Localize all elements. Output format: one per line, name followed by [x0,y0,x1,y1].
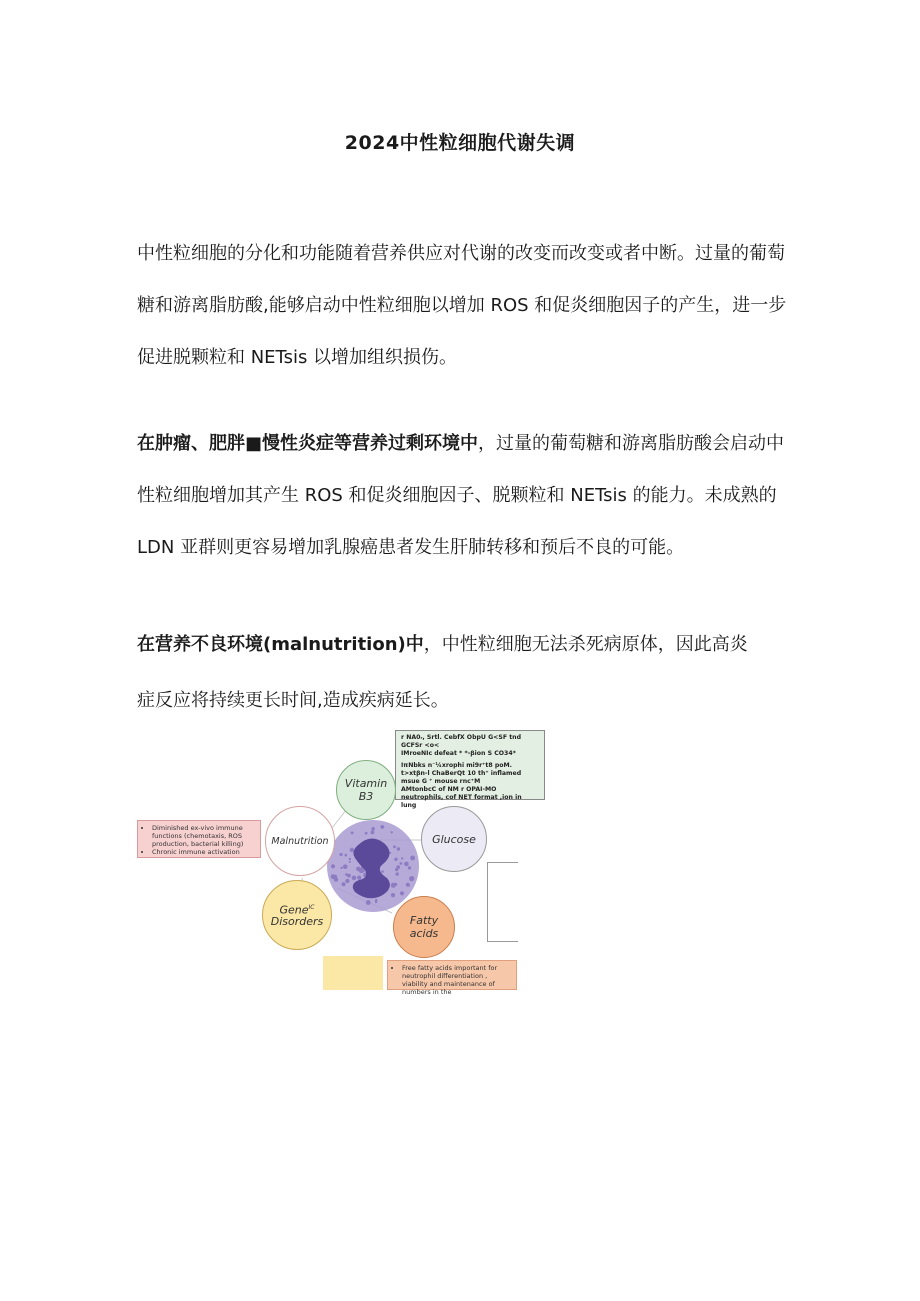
cell-granule [375,901,377,903]
glucose-node [421,806,487,872]
left-note-box [137,820,261,858]
top-note-line: GCFSr <o< [401,742,440,749]
cell-granule [409,876,414,881]
paragraph-2-bold: 在肿瘤、肥胖■慢性炎症等营养过剩环境中 [137,433,479,454]
malnutrition-node [265,806,335,876]
cell-granule [340,853,343,856]
cell-granule [407,884,410,887]
cell-granule [371,827,375,831]
paragraph-1: 中性粒细胞的分化和功能随着营养供应对代谢的改变而改变或者中断。过量的葡萄糖和游离脂肪酸,能够启动中性粒细胞以增加 ROS 和促炎细胞因子的产生，进一步促进脱颗粒和 NETsis 以增加组织损伤。 [137,243,787,368]
bottom-yellow-box [323,956,383,990]
neutrophil-cell [327,820,419,912]
paragraph-2-text: ，过量的葡萄糖和游离脂肪酸会启动中性粒细胞增加其产生 ROS 和促炎细胞因子、脱颗粒和 NETsis 的能力。未成熟的 LDN 亚群则更容易增加乳腺癌患者发生肝肺转移和预后不良的可能。 [137,433,785,558]
top-note-box [395,730,545,809]
bottom-note-box [387,960,517,996]
cell-granule [394,883,397,886]
vitamin-b3-node [336,760,396,820]
cell-granule [380,825,384,829]
cell-granule [340,867,342,869]
top-note-line: r NA0ᵣ, Srtl. CebfX ObpU G<SF tnd [401,734,521,741]
top-note-line: t>xtβn-l ChaBerQt 10 th⁺ inflamed [401,770,522,777]
neutrophil-metabolism-figure [137,728,522,996]
cell-granule [391,831,393,833]
cell-granule [350,848,354,852]
vitamin-b3-label: Vitamin B3 [344,777,388,803]
cell-granule [396,872,399,875]
cell-granule [343,864,348,869]
cell-granule [351,832,354,835]
cell-granule [394,858,397,861]
cell-granule [357,876,361,880]
cell-granule [345,854,348,857]
cell-granule [408,866,411,869]
document-title: 2024中性粒细胞代谢失调 [344,132,576,154]
cell-granule [349,858,351,860]
cell-granule [345,879,349,883]
cell-granule [381,870,384,873]
malnutrition-label: Malnutrition [271,835,329,847]
top-note-line: AMtonbcC of NM r OPAI-MO [401,786,497,793]
cell-granule [366,900,371,905]
genetic-disorders-node [262,880,332,950]
cell-granule [347,874,351,878]
fatty-acids-node [393,896,455,958]
cell-granule [371,831,375,835]
cell-granule [410,856,415,861]
left-note-item: • Chronic immune activation [152,848,255,856]
top-note-line: IMroeNIc defeat * *-βion S CO34* [401,750,516,757]
cell-granule [349,861,351,863]
right-note-box [487,862,518,942]
top-note-line: msue G ⁺ mouse rnc⁺M [401,778,481,785]
genetic-label-sup: IC [308,903,315,911]
cell-granule [393,845,396,848]
top-note-line: neutrophils, cof NET format ,ion in lung [401,794,522,809]
cell-granule [406,863,408,865]
cell-granule [334,877,338,881]
cell-granule [397,847,400,850]
cell-granule [400,891,404,895]
top-note-line: IπNbks n⁻¼xrophi mi9r⁺t8 poM. [401,762,513,769]
paragraph-3-text: ，中性粒细胞无法杀死病原体，因此高炎症反应将持续更长时间,造成疾病延长。 [137,634,748,711]
cell-granule [342,882,346,886]
fatty-acids-label: Fatty acids [409,914,439,940]
cell-granule [400,862,403,865]
cell-granule [365,832,368,835]
left-note-item: • Diminished ex-vivo immune functions (chemotaxis, ROS production, bacterial killing) [152,824,255,848]
paragraph-2 [137,418,787,574]
cell-granule [391,893,395,897]
bottom-note-item: • Free fatty acids important for neutrophil differentiation , viability and maintenance of numbers in the [402,964,511,996]
cell-granule [401,857,403,859]
cell-granule [331,864,335,868]
disorders-label: Disorders [270,915,324,929]
paragraph-3-bold: 在营养不良环境(malnutrition)中 [137,634,424,655]
genetic-label: Gene [279,903,309,917]
glucose-label: Glucose [432,832,476,846]
cell-granule [352,876,357,881]
paragraph-3 [137,617,757,729]
cell-granule [396,865,400,869]
